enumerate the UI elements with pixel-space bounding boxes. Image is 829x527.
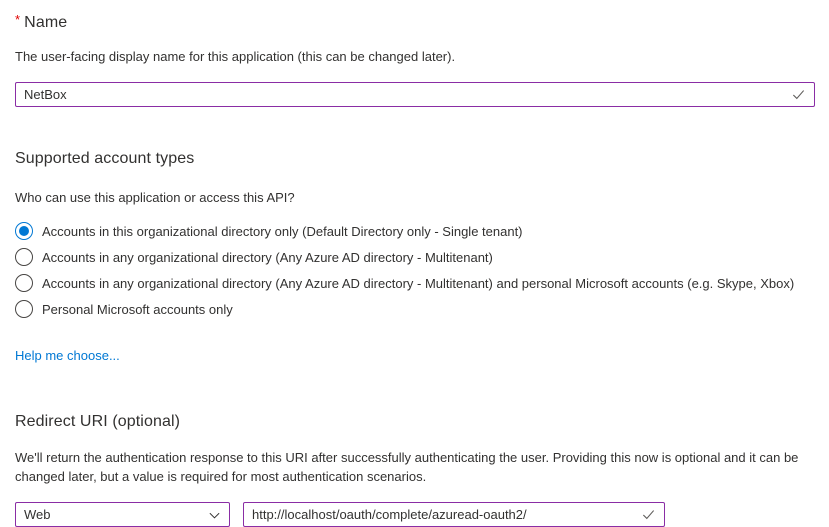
redirect-uri-input[interactable]: [244, 503, 664, 526]
radio-option-multitenant-personal[interactable]: [15, 270, 815, 296]
name-input[interactable]: [16, 83, 814, 106]
redirect-uri-section: [15, 413, 815, 527]
radio-unselected-icon[interactable]: [15, 248, 33, 266]
platform-select-value: Web: [24, 507, 51, 522]
required-asterisk: *: [15, 12, 21, 27]
radio-option-label: Accounts in this organizational directory only (Default Directory only - Single tenant): [42, 223, 523, 239]
radio-unselected-icon[interactable]: [15, 300, 33, 318]
redirect-uri-description: We'll return the authentication response to this URI after successfully authenticating the user. Providing this now is optional and it can be changed later, but a value is required for most authentication scenarios.: [15, 450, 799, 484]
redirect-uri-input-container: [243, 502, 665, 527]
account-types-section: [15, 150, 815, 365]
redirect-uri-title: Redirect URI (optional): [15, 413, 181, 430]
name-description: The user-facing display name for this application (this can be changed later).: [15, 49, 456, 64]
radio-option-label: Personal Microsoft accounts only: [42, 301, 233, 317]
name-title-text: Name: [24, 14, 68, 31]
name-section: [15, 12, 815, 107]
radio-option-label: Accounts in any organizational directory (Any Azure AD directory - Multitenant): [42, 249, 493, 265]
help-me-choose-link[interactable]: Help me choose...: [15, 348, 120, 363]
redirect-uri-controls: [15, 502, 815, 527]
account-types-question: Who can use this application or access this API?: [15, 190, 295, 205]
name-input-container: [15, 82, 815, 107]
radio-option-label: Accounts in any organizational directory (Any Azure AD directory - Multitenant) and personal Microsoft accounts (e.g. Skype, Xbox): [42, 275, 795, 291]
account-types-title: Supported account types: [15, 150, 195, 167]
account-types-radio-group: [15, 218, 815, 322]
radio-option-single-tenant[interactable]: [15, 218, 815, 244]
radio-option-multitenant[interactable]: [15, 244, 815, 270]
radio-selected-icon[interactable]: [15, 222, 33, 240]
platform-select[interactable]: [15, 502, 230, 527]
radio-option-personal-only[interactable]: [15, 296, 815, 322]
name-section-title: [15, 12, 815, 32]
radio-unselected-icon[interactable]: [15, 274, 33, 292]
